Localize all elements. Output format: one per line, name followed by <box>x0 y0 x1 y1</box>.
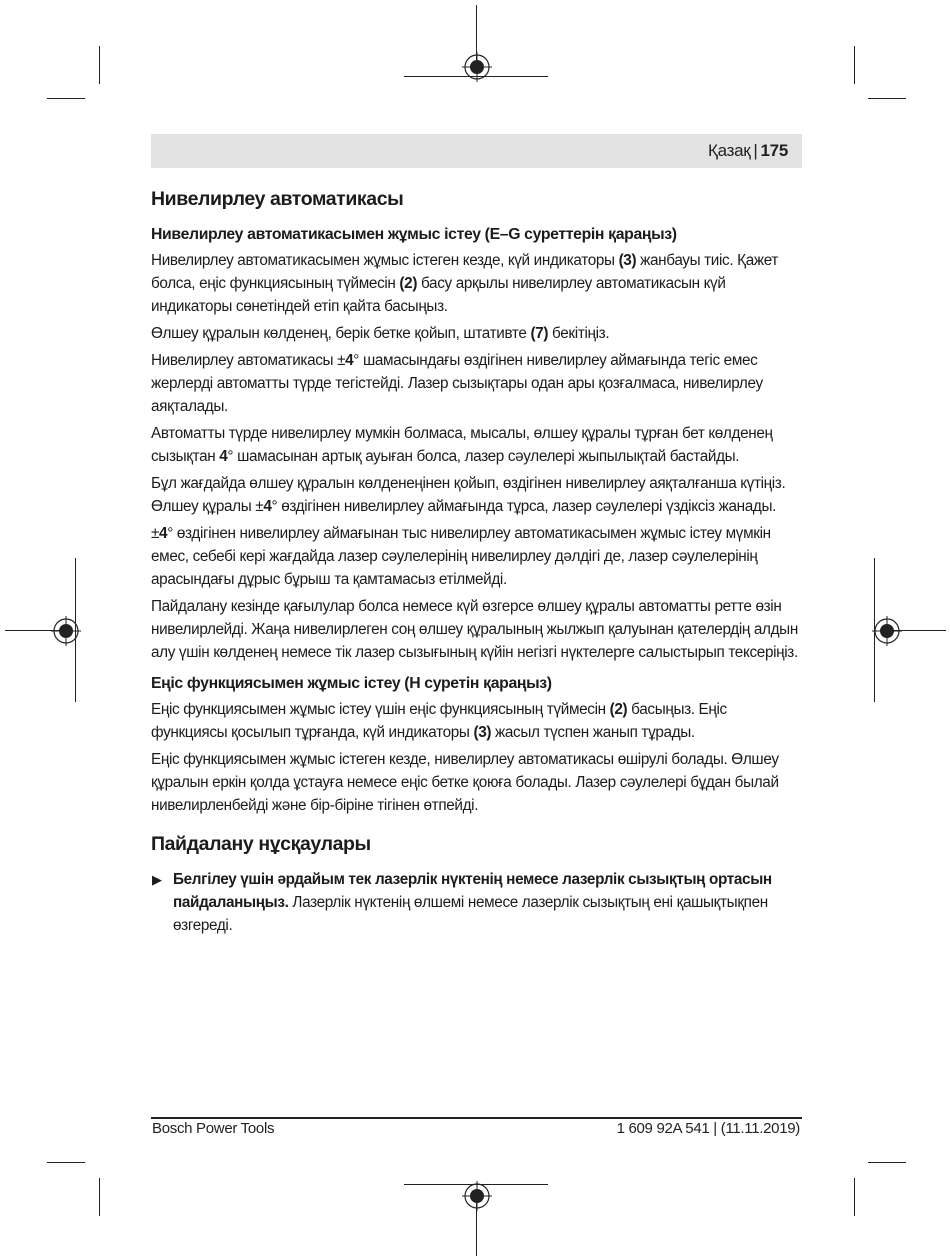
footer-rule <box>151 1117 802 1119</box>
subsection-title: Еңіс функциясымен жұмыс істеу (H суретін қараңыз) <box>151 675 552 692</box>
crop-mark <box>854 46 855 84</box>
bullet-item <box>151 868 802 937</box>
paragraph: Нивелирлеу автоматикасы ±4° шамасындағы өздігінен нивелирлеу аймағында тегіс емес жерлерді автоматты түрде тегістейді. Лазер сызықтары одан ары қозғалмаса, нивелирлеу аяқталады. <box>151 352 763 415</box>
registration-mark-top <box>462 52 492 82</box>
crop-mark <box>99 1178 100 1216</box>
page-number: 175 <box>760 141 788 160</box>
bullet-text: Лазерлік нүктенің өлшемі немесе лазерлік сызықтың ені қашықтықпен өзгереді. <box>173 894 768 934</box>
bullet-bold-text: Белгілеу үшін әрдайым тек лазерлік нүктенің немесе лазерлік сызықтың ортасын пайдаланыңыз. <box>173 871 772 911</box>
footer-doc-number: 1 609 92A 541 | (11.11.2019) <box>616 1120 800 1137</box>
footer-brand: Bosch Power Tools <box>152 1120 275 1137</box>
registration-mark-left <box>51 616 81 646</box>
subsection-title: Нивелирлеу автоматикасымен жұмыс істеу (E–G суреттерін қараңыз) <box>151 226 677 243</box>
crop-mark <box>47 98 85 99</box>
registration-mark-right <box>872 616 902 646</box>
page-header <box>151 134 802 168</box>
paragraph: Пайдалану кезінде қағылулар болса немесе күй өзгерсе өлшеу құралы автоматты ретте өзін нивелирлейді. Жаңа нивелирлеген соң өлшеу құралының жылжып қалуынан қателердің алдын алу үшін көлденең немесе тік лазер сызығының күйін негізгі нүктелерге салыстырып тексеріңіз. <box>151 598 798 661</box>
page-content <box>151 184 802 937</box>
paragraph: ±4° өздігінен нивелирлеу аймағынан тыс нивелирлеу автоматикасымен жұмыс істеу мүмкін емес, себебі кері жағдайда лазер сәулелерінің нивелирлеу дәлдігі де, лазер сәулелерінің арасындағы дұрыс бұрыш та қамтамасыз етілмейді. <box>151 525 771 588</box>
header-text <box>708 141 788 161</box>
paragraph: Автоматты түрде нивелирлеу мумкін болмаса, мысалы, өлшеу құралы тұрған бет көлденең сызықтан 4° шамасынан артық ауыған болса, лазер сәулелері жыпылықтай бастайды. <box>151 425 773 465</box>
paragraph: Еңіс функциясымен жұмыс істеу үшін еңіс функциясының түймесін (2) басыңыз. Еңіс функциясы қосылып тұрғанда, күй индикаторы (3) жасыл түспен жанып тұрады. <box>151 701 727 741</box>
bullet-triangle-icon: ▶ <box>152 872 162 887</box>
crop-mark <box>854 1178 855 1216</box>
crop-mark <box>868 98 906 99</box>
crop-mark <box>47 1162 85 1163</box>
header-separator: | <box>753 141 758 160</box>
crop-mark <box>868 1162 906 1163</box>
registration-mark-bottom <box>462 1181 492 1211</box>
header-language: Қазақ <box>708 141 751 160</box>
paragraph: Өлшеу құралын көлденең, берік бетке қойып, штативте (7) бекітіңіз. <box>151 325 610 342</box>
paragraph: Нивелирлеу автоматикасымен жұмыс істеген кезде, күй индикаторы (3) жанбауы тиіс. Қажет болса, еңіс функциясының түймесін (2) басу арқылы нивелирлеу автоматикасын күй индикаторы сөнетіндей етіп қайта басыңыз. <box>151 252 779 315</box>
paragraph: Еңіс функциясымен жұмыс істеген кезде, нивелирлеу автоматикасы өшірулі болады. Өлшеу құралын еркін қолда ұстауға немесе еңіс бетке қоюға болады. Лазер сәулелері бұдан былай нивелирленбейді және бір-біріне тігінен өтпейді. <box>151 751 779 814</box>
section-title: Пайдалану нұсқаулары <box>151 833 371 855</box>
crop-mark <box>99 46 100 84</box>
section-title: Нивелирлеу автоматикасы <box>151 188 404 210</box>
paragraph: Бұл жағдайда өлшеу құралын көлденеңінен қойып, өздігінен нивелирлеу аяқталғанша күтіңіз. Өлшеу құралы ±4° өздігінен нивелирлеу аймағында тұрса, лазер сәулелері үздіксіз жанады. <box>151 475 786 515</box>
